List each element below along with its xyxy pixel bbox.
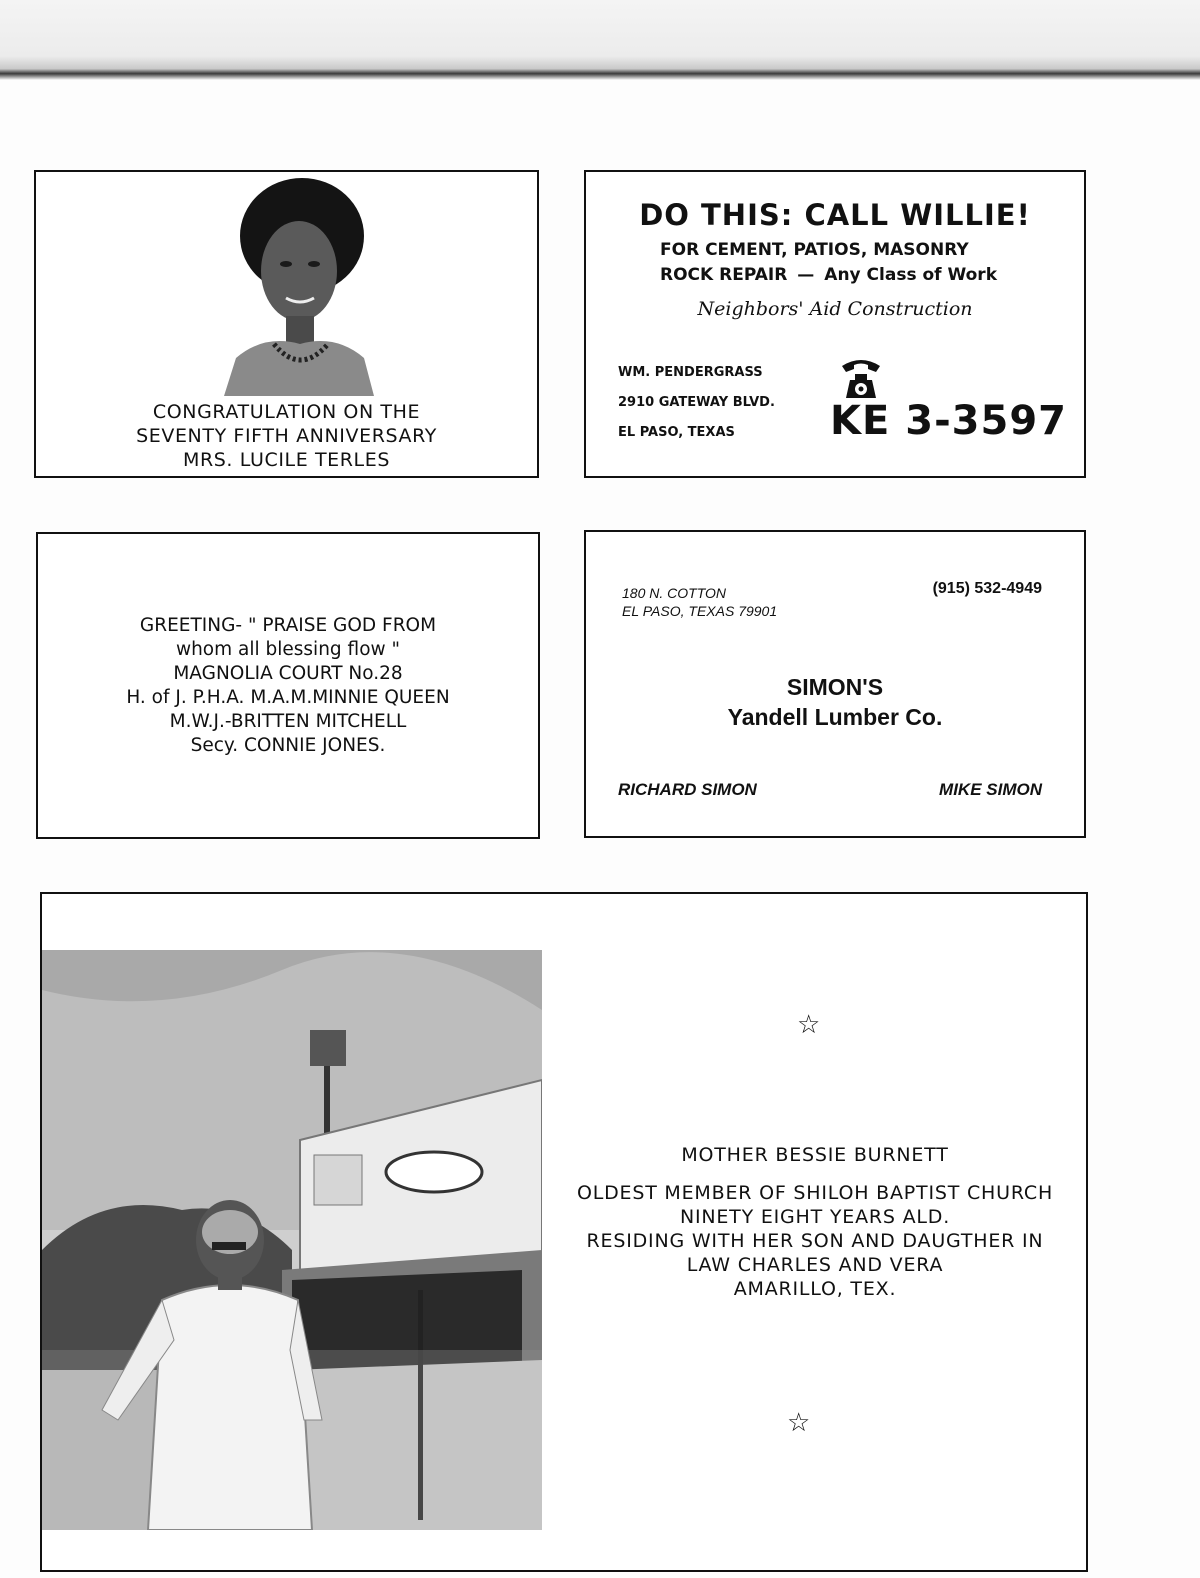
willie-contact [618,358,775,448]
person-mike-simon: MIKE SIMON [939,780,1042,799]
service-line [660,263,997,288]
woman-portrait-photo [224,176,374,396]
greeting-line: whom all blessing flow " [175,639,401,660]
call-willie-ad [584,170,1086,478]
address-line: 180 N. COTTON [622,585,726,601]
bessie-description [542,1181,1088,1301]
service-separator: — [797,265,815,285]
scan-page-edge [0,0,1200,80]
caption-line: SEVENTY FIFTH ANNIVERSARY [136,425,437,447]
contact-name: WM. PENDERGRASS [618,365,763,380]
greeting-line: MAGNOLIA COURT No.28 [173,663,403,684]
bessie-burnett-ad [40,892,1088,1572]
greeting-ad [36,532,540,839]
description-line: RESIDING WITH HER SON AND DAUGTHER IN [586,1230,1044,1252]
greeting-text [38,614,538,758]
business-name-line: Yandell Lumber Co. [727,704,943,730]
service-any-class: Any Class of Work [824,265,997,285]
caption-line: CONGRATULATION ON THE [152,401,421,423]
congratulations-text [36,400,537,472]
address-line: EL PASO, TEXAS 79901 [622,603,778,619]
greeting-line: H. of J. P.H.A. M.A.M.MINNIE QUEEN [126,687,450,708]
bessie-photo [42,950,542,1530]
contact-city: EL PASO, TEXAS [618,425,735,440]
description-line: NINETY EIGHT YEARS ALD. [679,1206,951,1228]
greeting-line: M.W.J.-BRITTEN MITCHELL [169,711,407,732]
congratulations-ad [34,170,539,478]
greeting-line: GREETING- " PRAISE GOD FROM [139,615,437,636]
star-icon: ☆ [787,1408,811,1438]
caption-line: MRS. LUCILE TERLES [182,449,391,471]
simons-business-name [586,672,1084,732]
simons-address [622,584,777,620]
description-line: AMARILLO, TEX. [733,1278,897,1300]
star-icon: ☆ [797,1010,821,1040]
business-name-line: SIMON'S [786,674,884,700]
bessie-title: MOTHER BESSIE BURNETT [681,1144,949,1166]
telephone-icon [838,354,884,400]
service-rock-repair: ROCK REPAIR [660,265,788,285]
contact-street: 2910 GATEWAY BLVD. [618,395,775,410]
willie-phone: KE 3-3597 [830,398,1068,444]
willie-headline: DO THIS: CALL WILLIE! [639,198,1031,232]
description-line: LAW CHARLES AND VERA [686,1254,944,1276]
willie-services [660,238,997,288]
company-name: Neighbors' Aid Construction [697,298,973,320]
simons-phone: (915) 532-4949 [932,580,1042,597]
service-line: FOR CEMENT, PATIOS, MASONRY [660,240,969,260]
greeting-line: Secy. CONNIE JONES. [190,735,386,756]
simons-lumber-ad [584,530,1086,838]
description-line: OLDEST MEMBER OF SHILOH BAPTIST CHURCH [576,1182,1054,1204]
person-richard-simon: RICHARD SIMON [618,780,757,799]
